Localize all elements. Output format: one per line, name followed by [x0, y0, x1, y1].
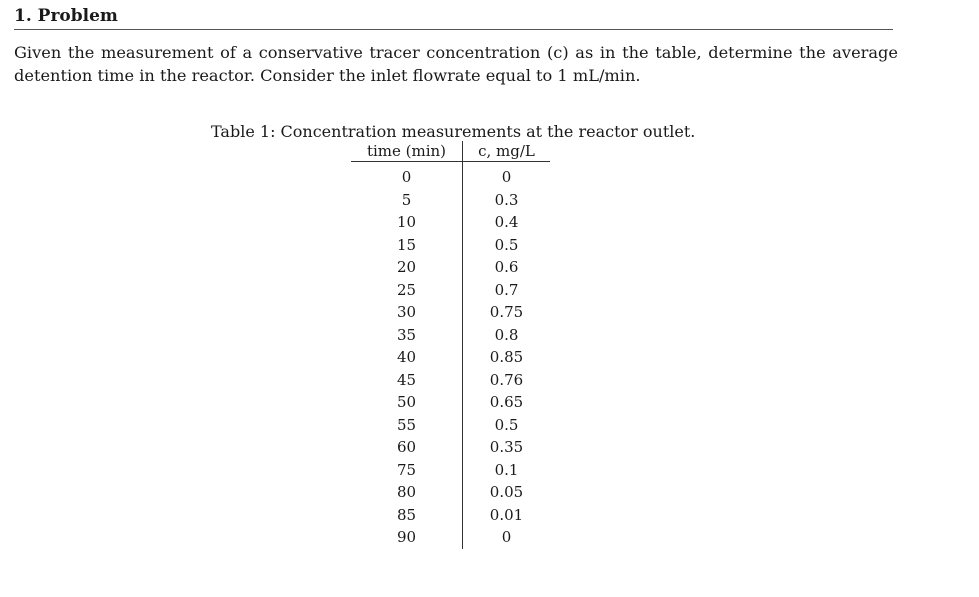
time-column-header: time (min): [351, 141, 463, 162]
table-row: [351, 234, 550, 257]
time-cell: 0: [351, 162, 463, 189]
concentration-cell: 0.1: [494, 460, 519, 479]
time-cell: 60: [351, 436, 463, 459]
concentration-cell: 0.85: [489, 348, 524, 366]
time-cell: 75: [351, 459, 463, 482]
table-row: [351, 324, 550, 347]
time-cell: 50: [351, 391, 463, 414]
concentration-column-header: c, mg/L: [463, 141, 551, 162]
table-row: [351, 481, 550, 504]
table-row: [351, 301, 550, 324]
table-row: [351, 211, 550, 234]
concentration-cell: 0.8: [494, 325, 519, 344]
table-row: [351, 414, 550, 437]
section-title: 1. Problem: [14, 6, 118, 26]
concentration-cell: 0.75: [489, 303, 524, 321]
table-row: [351, 436, 550, 459]
time-cell: 80: [351, 481, 463, 504]
concentration-cell: 0.05: [489, 483, 524, 501]
time-cell: 45: [351, 369, 463, 392]
concentration-table: [351, 141, 550, 549]
time-cell: 35: [351, 324, 463, 347]
problem-statement: [14, 41, 898, 87]
concentration-cell: 0.7: [494, 280, 519, 299]
table-caption: Table 1: Concentration measurements at the reactor outlet.: [211, 122, 696, 141]
concentration-cell: 0: [501, 528, 512, 546]
problem-statement-line-1: Given the measurement of a conservative tracer concentration (c) as in the table, determine the average: [14, 43, 898, 62]
title-divider: [14, 29, 893, 30]
concentration-cell: 0.6: [494, 258, 519, 276]
table-row: [351, 526, 550, 549]
time-cell: 30: [351, 301, 463, 324]
time-cell: 25: [351, 279, 463, 302]
time-cell: 10: [351, 211, 463, 234]
concentration-cell: 0.5: [494, 415, 519, 434]
table-row: [351, 369, 550, 392]
table-body: [351, 162, 550, 549]
time-cell: 55: [351, 414, 463, 437]
time-cell: 20: [351, 256, 463, 279]
table-row: [351, 346, 550, 369]
concentration-cell: 0.01: [489, 505, 524, 524]
concentration-cell: 0.76: [489, 370, 524, 389]
table-row: [351, 459, 550, 482]
time-cell: 15: [351, 234, 463, 257]
time-cell: 40: [351, 346, 463, 369]
time-cell: 90: [351, 526, 463, 549]
time-cell: 85: [351, 504, 463, 527]
table-row: [351, 189, 550, 212]
concentration-cell: 0: [501, 168, 512, 186]
problem-statement-line-2: detention time in the reactor. Consider the inlet flowrate equal to 1 mL/min.: [14, 66, 641, 85]
table-row: [351, 279, 550, 302]
table-row: [351, 391, 550, 414]
table-row: [351, 162, 550, 189]
concentration-cell: 0.35: [489, 438, 524, 456]
concentration-cell: 0.65: [489, 393, 524, 411]
table-header-row: [351, 141, 550, 162]
table-row: [351, 256, 550, 279]
time-cell: 5: [351, 189, 463, 212]
concentration-cell: 0.3: [494, 190, 519, 209]
concentration-cell: 0.4: [494, 213, 519, 231]
table-row: [351, 504, 550, 527]
concentration-cell: 0.5: [494, 235, 519, 254]
